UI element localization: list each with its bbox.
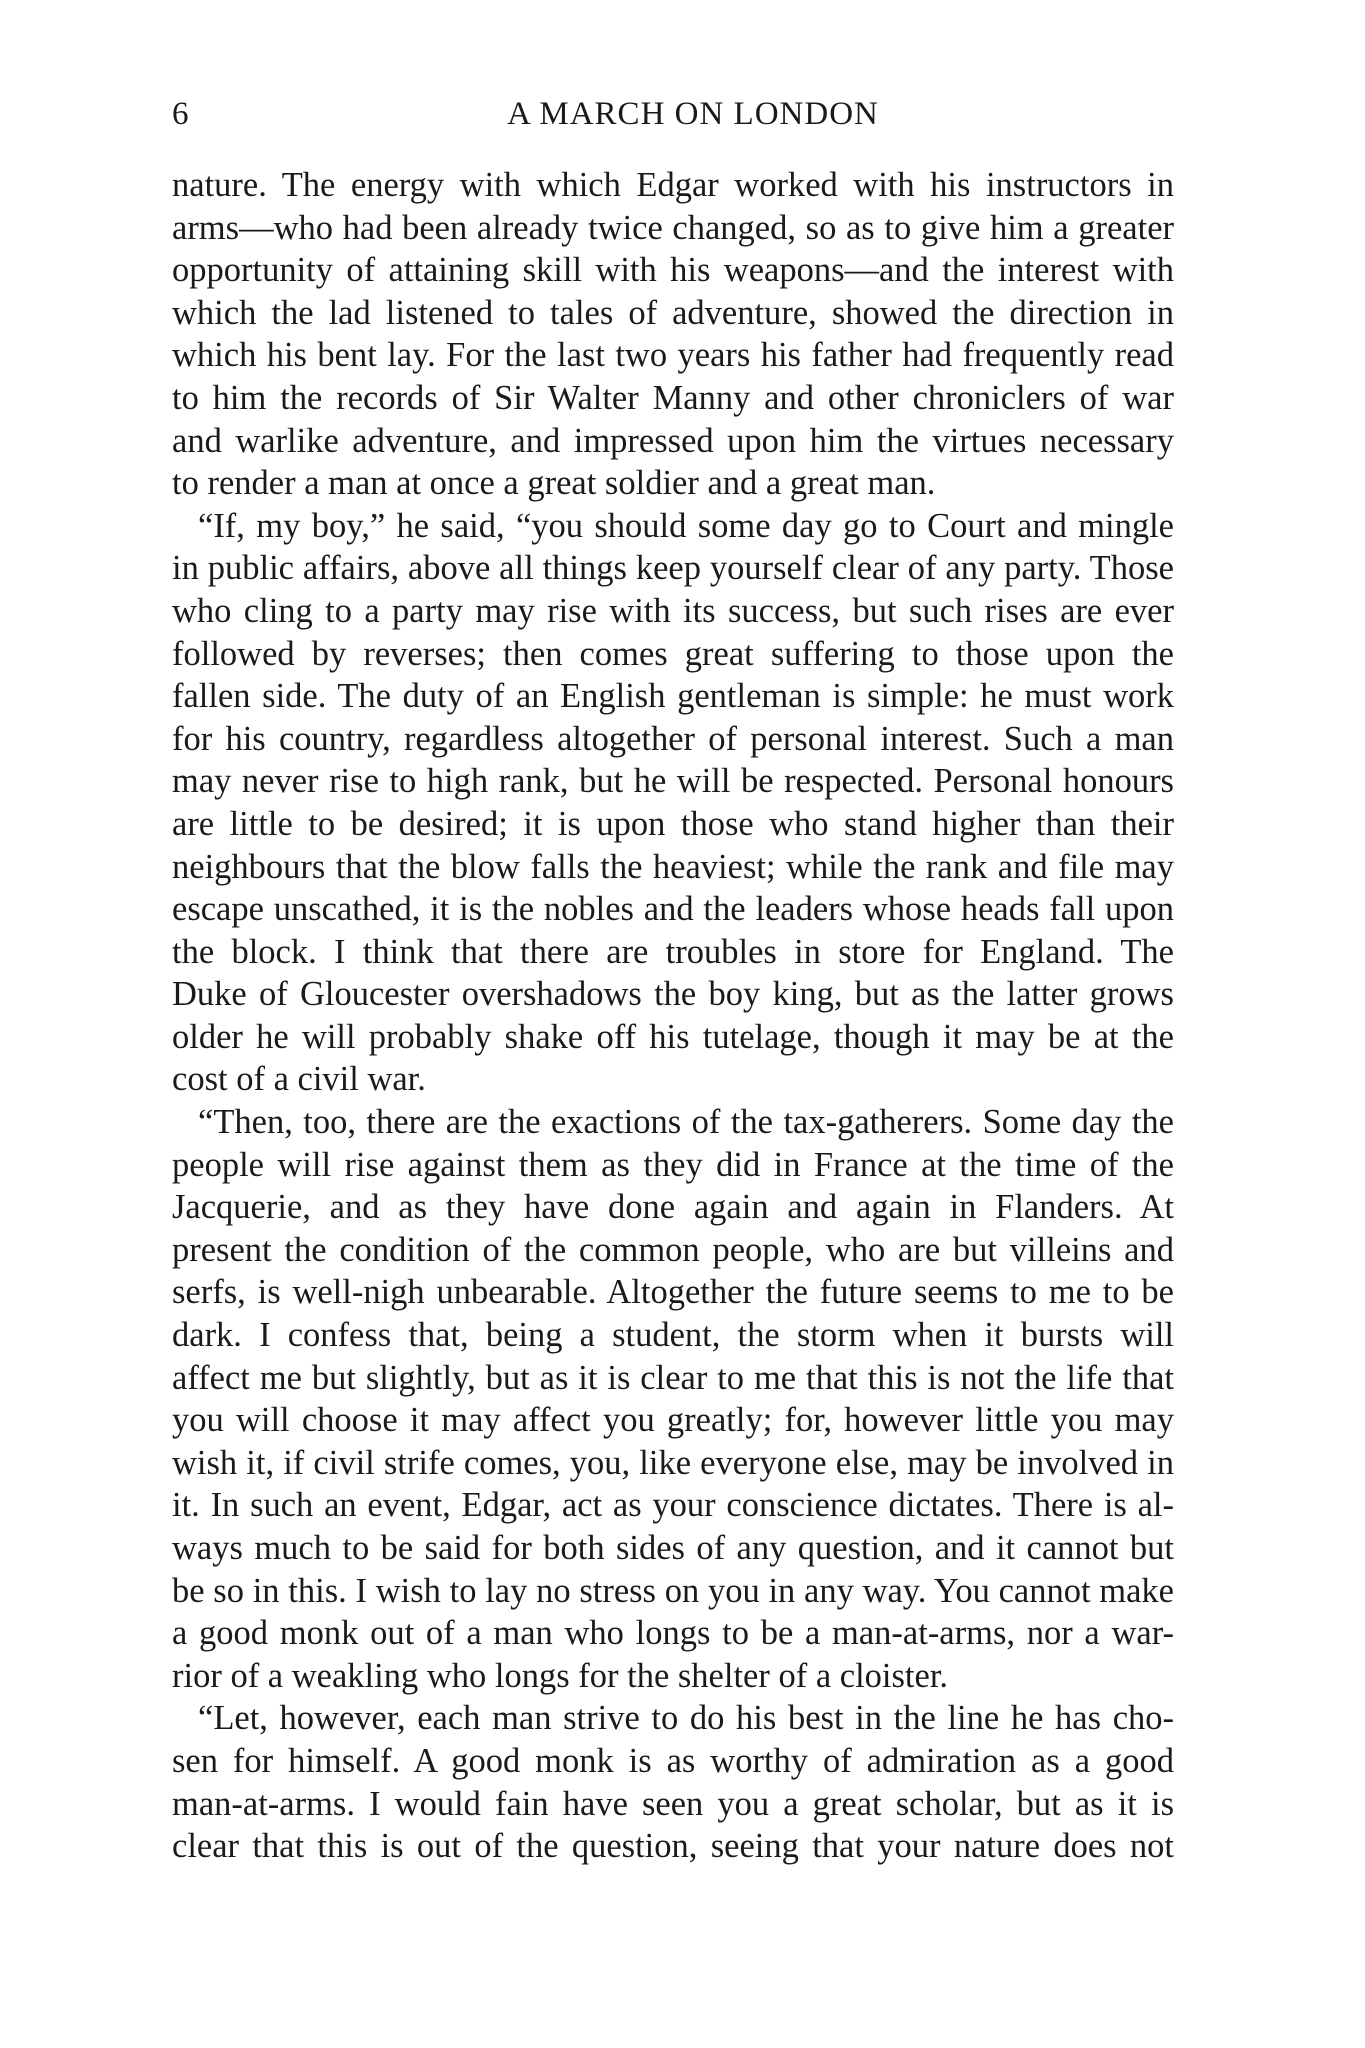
text-line: older he will probably shake off his tutelage, though it may be at the: [172, 1017, 1174, 1056]
text-line: clear that this is out of the question, seeing that your nature does not: [172, 1827, 1174, 1866]
text-line: for his country, regardless altogether of personal interest. Such a man: [172, 719, 1174, 758]
text-line: “Then, too, there are the exactions of the tax-gatherers. Some day the: [198, 1103, 1174, 1142]
text-line: are little to be desired; it is upon those who stand higher than their: [172, 804, 1174, 843]
text-line: may never rise to high rank, but he will be respected. Personal honours: [172, 762, 1174, 801]
text-line: it. In such an event, Edgar, act as your conscience dictates. There is al-: [172, 1486, 1174, 1525]
text-line: Duke of Gloucester overshadows the boy king, but as the latter grows: [172, 975, 1174, 1014]
text-line: affect me but slightly, but as it is clear to me that this is not the life that: [172, 1358, 1174, 1397]
text-line: opportunity of attaining skill with his weapons—and the interest with: [172, 251, 1174, 290]
text-line: rior of a weakling who longs for the shelter of a cloister.: [172, 1656, 949, 1695]
text-line: cost of a civil war.: [172, 1060, 426, 1099]
text-line: followed by reverses; then comes great suffering to those upon the: [172, 634, 1174, 673]
text-line: be so in this. I wish to lay no stress on you in any way. You cannot make: [172, 1571, 1174, 1610]
text-line: ways much to be said for both sides of any question, and it cannot but: [172, 1529, 1174, 1567]
text-line: “If, my boy,” he said, “you should some day go to Court and mingle: [198, 506, 1174, 545]
text-line: dark. I confess that, being a student, the storm when it bursts will: [172, 1316, 1174, 1355]
text-line: sen for himself. A good monk is as worthy of admiration as a good: [172, 1741, 1174, 1780]
text-line: present the condition of the common people, who are but villeins and: [172, 1230, 1174, 1269]
text-line: and warlike adventure, and impressed upon him the virtues necessary: [172, 421, 1174, 460]
page-number: 6: [172, 96, 189, 132]
text-line: in public affairs, above all things keep yourself clear of any party. Those: [172, 549, 1174, 588]
text-line: which his bent lay. For the last two years his father had frequently read: [172, 336, 1174, 375]
body-text: [172, 164, 1174, 1868]
text-line: to render a man at once a great soldier and a great man.: [172, 464, 936, 503]
text-line: Jacquerie, and as they have done again and again in Flanders. At: [172, 1188, 1174, 1227]
text-line: serfs, is well-nigh unbearable. Altogether the future seems to me to be: [172, 1273, 1174, 1312]
running-title: A MARCH ON LONDON: [507, 96, 879, 132]
text-line: which the lad listened to tales of adventure, showed the direction in: [172, 293, 1174, 332]
text-line: a good monk out of a man who longs to be a man-at-arms, nor a war-: [172, 1614, 1174, 1653]
text-line: neighbours that the blow falls the heaviest; while the rank and file may: [172, 847, 1174, 886]
text-line: you will choose it may affect you greatly; for, however little you may: [172, 1401, 1174, 1440]
text-line: man-at-arms. I would fain have seen you a great scholar, but as it is: [172, 1784, 1174, 1823]
text-line: escape unscathed, it is the nobles and the leaders whose heads fall upon: [172, 890, 1174, 929]
text-line: nature. The energy with which Edgar worked with his instructors in: [172, 166, 1174, 204]
running-head: [172, 92, 1174, 136]
text-line: the block. I think that there are troubles in store for England. The: [172, 932, 1174, 971]
text-line: who cling to a party may rise with its success, but such rises are ever: [172, 591, 1174, 630]
text-line: fallen side. The duty of an English gentleman is simple: he must work: [172, 677, 1174, 716]
text-line: “Let, however, each man strive to do his best in the line he has cho-: [198, 1699, 1174, 1738]
text-line: to him the records of Sir Walter Manny and other chroniclers of war: [172, 378, 1174, 417]
text-line: wish it, if civil strife comes, you, like everyone else, may be involved in: [172, 1443, 1174, 1482]
text-line: people will rise against them as they did in France at the time of the: [172, 1145, 1174, 1184]
text-line: arms—who had been already twice changed, so as to give him a greater: [172, 208, 1174, 247]
